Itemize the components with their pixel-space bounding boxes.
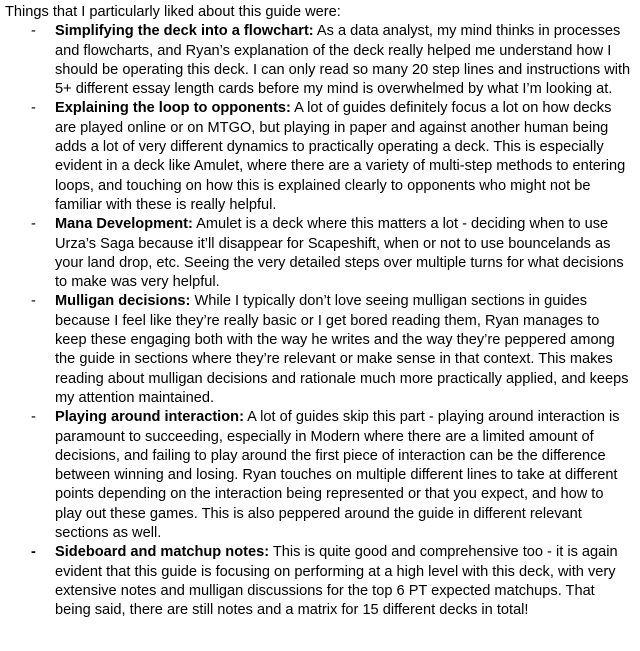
bullet-dash: - <box>31 23 36 40</box>
list-item-sideboard <box>5 543 640 620</box>
item-body: While I typically don’t love seeing mulligan sections in guides because I feel like they’re really basic or I get bored reading them, Ryan manages to keep these engaging both with the way he writes and the way they’re peppered among the guide in sections where they’re relevant or make sense in that context. This makes reading about mulligan decisions and rationale much more practically applied, and keeps my attention maintained. <box>55 293 629 406</box>
item-title: Simplifying the deck into a flowchart: <box>55 23 314 40</box>
bullet-dash: - <box>31 216 36 233</box>
item-title: Explaining the loop to opponents: <box>55 100 291 117</box>
list-item-interaction <box>5 408 640 543</box>
item-body: As a data analyst, my mind thinks in processes and flowcharts, and Ryan’s explanation of the deck really helped me understand how I should be operating this deck. I can only read so many 20 step lines and instructions with 5+ different essay length cards before my mind is overwhelmed by what I’m looking at. <box>55 23 631 98</box>
bullet-dash: - <box>31 409 36 426</box>
list-item-flowchart <box>5 22 640 99</box>
list-item-loop <box>5 99 640 215</box>
feature-list <box>5 22 640 620</box>
item-body: A lot of guides definitely focus a lot on how decks are played online or on MTGO, but playing in paper and against another human being adds a lot of very different dynamics to practically operating a deck. This is especially evident in a deck like Amulet, where there are a variety of multi-step methods to entering loops, and touching on how this is explained clearly to opponents who might not be familiar with these is really helpful. <box>55 100 626 213</box>
list-item-mulligan <box>5 292 640 408</box>
bullet-dash: - <box>31 100 36 117</box>
item-body: This is quite good and comprehensive too - it is again evident that this guide is focusing on performing at a high level with this deck, with very extensive notes and mulligan discussions for the top 6 PT expected matchups. That being said, there are still notes and a matrix for 15 different decks in total! <box>55 544 618 619</box>
intro-text: Things that I particularly liked about this guide were: <box>5 4 341 20</box>
list-item-mana <box>5 215 640 292</box>
item-title: Playing around interaction: <box>55 409 244 426</box>
item-body: Amulet is a deck where this matters a lot - deciding when to use Urza’s Saga because it’ll disappear for Scapeshift, when or not to use bouncelands as your land drop, etc. Seeing the very detailed steps over multiple turns for what decisions to make was very helpful. <box>55 216 624 291</box>
item-title: Mana Development: <box>55 216 193 233</box>
item-title: Sideboard and matchup notes: <box>55 544 270 561</box>
item-title: Mulligan decisions: <box>55 293 191 310</box>
bullet-dash: - <box>31 293 36 310</box>
item-body: A lot of guides skip this part - playing around interaction is paramount to succeeding, especially in Modern where there are a limited amount of decisions, and failing to play around the first piece of interaction can be the difference between winning and losing. Ryan touches on multiple different lines to take at different points depending on the interaction being represented or that you expect, and how to play out these games. This is also peppered around the guide in different relevant sections as well. <box>55 409 620 542</box>
bullet-dash: - <box>31 544 36 561</box>
